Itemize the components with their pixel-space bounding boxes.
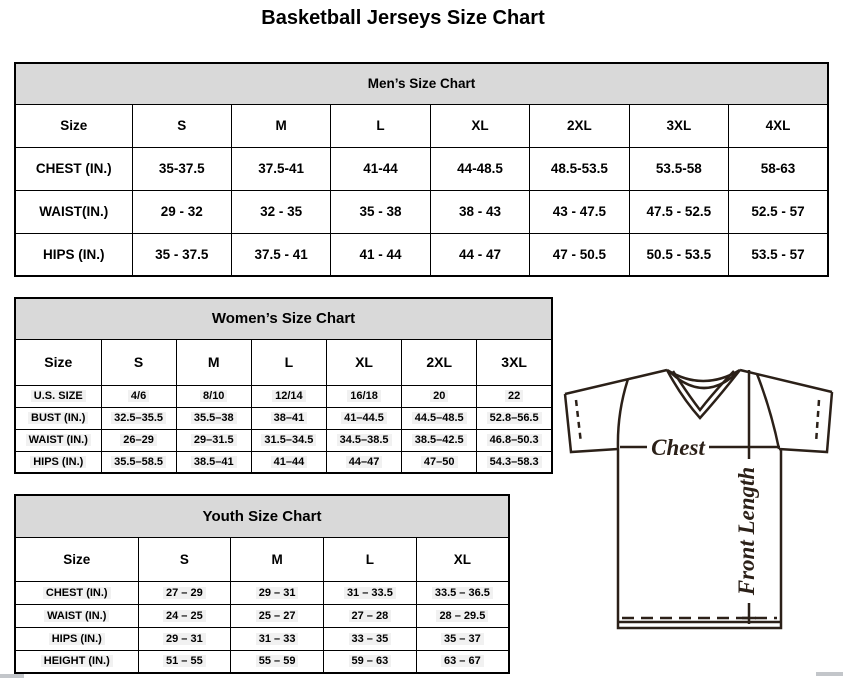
- value-cell: 47 - 50.5: [530, 233, 629, 276]
- value-cell: 29 – 31: [138, 627, 231, 650]
- row-label: U.S. SIZE: [15, 385, 101, 407]
- col-header: XL: [416, 537, 509, 581]
- womens-columns-row: [15, 339, 552, 385]
- col-header: Size: [15, 104, 132, 147]
- value-cell: 31.5–34.5: [251, 429, 326, 451]
- value-cell: 47–50: [402, 451, 477, 473]
- mens-size-chart-table: [14, 62, 829, 277]
- value-cell: 48.5-53.5: [530, 147, 629, 190]
- right-sleeve-edge: [779, 392, 832, 452]
- womens-chart-title-row: [15, 298, 552, 339]
- col-header: 3XL: [477, 339, 552, 385]
- left-sleeve-edge: [565, 394, 618, 452]
- value-cell: 29 - 32: [132, 190, 231, 233]
- left-shoulder-line: [565, 370, 667, 394]
- value-cell: 50.5 - 53.5: [629, 233, 728, 276]
- value-cell: 33.5 – 36.5: [416, 581, 509, 604]
- table-row: [15, 604, 509, 627]
- row-label: WAIST (IN.): [15, 429, 101, 451]
- value-cell: 52.8–56.5: [477, 407, 552, 429]
- col-header: M: [231, 104, 330, 147]
- col-header: L: [251, 339, 326, 385]
- mens-chart-title-row: [15, 63, 828, 104]
- col-header: M: [176, 339, 251, 385]
- value-cell: 44.5–48.5: [402, 407, 477, 429]
- value-cell: 63 – 67: [416, 650, 509, 673]
- value-cell: 20: [402, 385, 477, 407]
- value-cell: 27 – 29: [138, 581, 231, 604]
- value-cell: 41–44.5: [326, 407, 401, 429]
- value-cell: 29 – 31: [231, 581, 324, 604]
- right-armhole-seam: [757, 374, 779, 449]
- value-cell: 35.5–58.5: [101, 451, 176, 473]
- table-row: [15, 581, 509, 604]
- value-cell: 53.5-58: [629, 147, 728, 190]
- row-label: HEIGHT (IN.): [15, 650, 138, 673]
- value-cell: 4/6: [101, 385, 176, 407]
- youth-chart-title-row: [15, 495, 509, 537]
- col-header: XL: [326, 339, 401, 385]
- right-shoulder-line: [740, 370, 832, 392]
- value-cell: 26–29: [101, 429, 176, 451]
- value-cell: 38–41: [251, 407, 326, 429]
- value-cell: 34.5–38.5: [326, 429, 401, 451]
- chest-label: Chest: [651, 435, 705, 460]
- value-cell: 22: [477, 385, 552, 407]
- col-header: 3XL: [629, 104, 728, 147]
- table-row: [15, 233, 828, 276]
- value-cell: 54.3–58.3: [477, 451, 552, 473]
- col-header: L: [324, 537, 417, 581]
- page-title: Basketball Jerseys Size Chart: [261, 7, 545, 29]
- value-cell: 28 – 29.5: [416, 604, 509, 627]
- col-header: Size: [15, 339, 101, 385]
- right-cuff-dashed-line: [816, 400, 819, 443]
- value-cell: 41–44: [251, 451, 326, 473]
- value-cell: 44 - 47: [430, 233, 529, 276]
- col-header: 2XL: [530, 104, 629, 147]
- table-row: [15, 627, 509, 650]
- value-cell: 35-37.5: [132, 147, 231, 190]
- value-cell: 8/10: [176, 385, 251, 407]
- womens-size-chart-table: [14, 297, 553, 474]
- col-header: 4XL: [729, 104, 828, 147]
- youth-columns-row: [15, 537, 509, 581]
- row-label: HIPS (IN.): [15, 627, 138, 650]
- table-row: [15, 190, 828, 233]
- value-cell: 25 – 27: [231, 604, 324, 627]
- value-cell: 35 - 37.5: [132, 233, 231, 276]
- value-cell: 46.8–50.3: [477, 429, 552, 451]
- row-label: HIPS (IN.): [15, 233, 132, 276]
- value-cell: 35 - 38: [331, 190, 430, 233]
- youth-size-chart-table: [14, 494, 510, 674]
- col-header: 2XL: [402, 339, 477, 385]
- row-label: WAIST (IN.): [15, 604, 138, 627]
- value-cell: 38.5–41: [176, 451, 251, 473]
- col-header: Size: [15, 537, 138, 581]
- jersey-measurement-diagram: [555, 355, 843, 645]
- value-cell: 32 - 35: [231, 190, 330, 233]
- value-cell: 35.5–38: [176, 407, 251, 429]
- value-cell: 44–47: [326, 451, 401, 473]
- value-cell: 53.5 - 57: [729, 233, 828, 276]
- row-label: WAIST(IN.): [15, 190, 132, 233]
- row-label: HIPS (IN.): [15, 451, 101, 473]
- col-header: L: [331, 104, 430, 147]
- row-label: CHEST (IN.): [15, 147, 132, 190]
- value-cell: 37.5-41: [231, 147, 330, 190]
- table-row: [15, 451, 552, 473]
- value-cell: 29–31.5: [176, 429, 251, 451]
- value-cell: 41-44: [331, 147, 430, 190]
- value-cell: 35 – 37: [416, 627, 509, 650]
- col-header: M: [231, 537, 324, 581]
- value-cell: 38 - 43: [430, 190, 529, 233]
- scrollbar-fragment-right[interactable]: [816, 672, 843, 676]
- value-cell: 44-48.5: [430, 147, 529, 190]
- womens-chart-title: Women’s Size Chart: [15, 298, 552, 339]
- table-row: [15, 429, 552, 451]
- scrollbar-fragment-left[interactable]: [0, 674, 24, 678]
- value-cell: 52.5 - 57: [729, 190, 828, 233]
- value-cell: 27 – 28: [324, 604, 417, 627]
- value-cell: 32.5–35.5: [101, 407, 176, 429]
- col-header: S: [138, 537, 231, 581]
- col-header: S: [132, 104, 231, 147]
- front-length-label: Front Length: [734, 466, 759, 596]
- mens-chart-title: Men’s Size Chart: [15, 63, 828, 104]
- youth-chart-title: Youth Size Chart: [15, 495, 509, 537]
- left-cuff-dashed-line: [576, 400, 581, 443]
- value-cell: 47.5 - 52.5: [629, 190, 728, 233]
- mens-columns-row: [15, 104, 828, 147]
- jersey-outline: [565, 370, 832, 628]
- table-row: [15, 407, 552, 429]
- value-cell: 33 – 35: [324, 627, 417, 650]
- value-cell: 24 – 25: [138, 604, 231, 627]
- value-cell: 38.5–42.5: [402, 429, 477, 451]
- value-cell: 37.5 - 41: [231, 233, 330, 276]
- value-cell: 16/18: [326, 385, 401, 407]
- value-cell: 51 – 55: [138, 650, 231, 673]
- col-header: S: [101, 339, 176, 385]
- left-armhole-seam: [618, 379, 628, 449]
- value-cell: 12/14: [251, 385, 326, 407]
- row-label: CHEST (IN.): [15, 581, 138, 604]
- col-header: XL: [430, 104, 529, 147]
- value-cell: 31 – 33: [231, 627, 324, 650]
- value-cell: 43 - 47.5: [530, 190, 629, 233]
- value-cell: 31 – 33.5: [324, 581, 417, 604]
- table-row: [15, 650, 509, 673]
- value-cell: 41 - 44: [331, 233, 430, 276]
- value-cell: 58-63: [729, 147, 828, 190]
- table-row: [15, 147, 828, 190]
- value-cell: 55 – 59: [231, 650, 324, 673]
- value-cell: 59 – 63: [324, 650, 417, 673]
- table-row: [15, 385, 552, 407]
- row-label: BUST (IN.): [15, 407, 101, 429]
